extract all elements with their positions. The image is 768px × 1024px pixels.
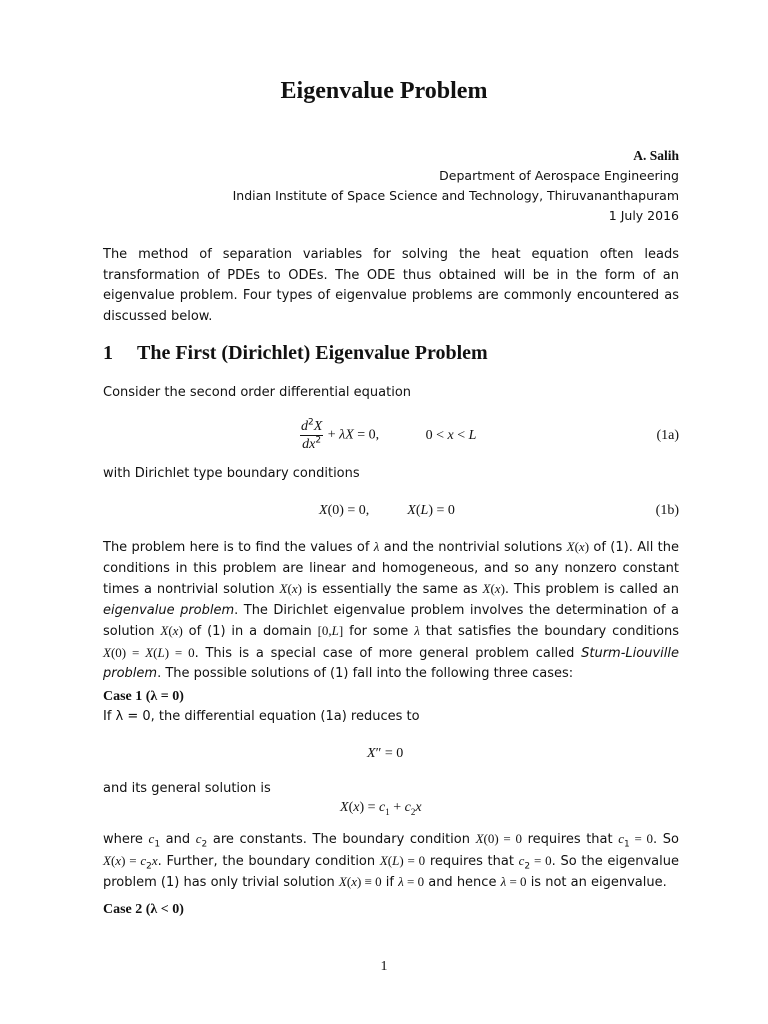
case1-line: If λ = 0, the differential equation (1a) reduces to [103,709,420,724]
equation-general-solution: $X(x) = c_1 + c_2x$ [340,800,422,817]
paper-title: Eigenvalue Problem [280,78,488,104]
equation-1a: $\frac{d^2X}{dx^2}$ + λX = 0, 0 < x < L [301,417,477,452]
author-block [233,146,679,226]
general-solution-text: and its general solution is [103,781,271,796]
case1-conclusion: where $c_1$ and $c_2$ are constants. The boundary condition X(0) = 0 requires that $c_1 = 0$. So $X(x) = c_2x$. Further, the boundary condition X(L) = 0 requires that $c_2 = 0$. So the eigenvalue problem (1) has only trivial solution X(x) ≡ 0 if λ = 0 and hence λ = 0 is not an eigenvalue. [103,831,679,890]
equation-1b-label: (1b) [655,503,679,518]
intro-paragraph: The method of separation variables for solving the heat equation often leads transformation of PDEs to ODEs. The ODE thus obtained will be in the form of an eigenvalue problem. Four types of eigenvalue problems are commonly encountered as discussed below. [103,247,679,324]
case1-heading: Case 1 (λ = 0) [103,689,184,704]
section-heading [103,342,488,365]
problem-paragraph: The problem here is to find the values of λ and the nontrivial solutions X(x) of (1). All the conditions in this problem are linear and homogeneous, and so any nonzero constant times a nontrivial solution X(x) is essentially the same as X(x). This problem is called an eigenvalue problem. The Dirichlet eigenvalue problem involves the determination of a solution X(x) of (1) in a domain [0,L] for some λ that satisfies the boundary conditions X(0) = X(L) = 0. This is a special case of more general problem called Sturm-Liouville problem. The possible solutions of (1) fall into the following three cases: [103,539,680,681]
page-number: 1 [380,959,388,974]
section-number: 1 [103,342,113,364]
equation-1a-label: (1a) [656,428,679,443]
author-institute: Indian Institute of Space Science and Technology, Thiruvananthapuram [232,188,679,203]
author-date: 1 July 2016 [608,208,679,223]
consider-text: Consider the second order differential equation [103,385,412,400]
case2-heading: Case 2 (λ < 0) [103,902,184,917]
equation-second-derivative: X″ = 0 [367,746,404,761]
author-department: Department of Aerospace Engineering [439,168,679,183]
boundary-conditions-text: with Dirichlet type boundary conditions [103,466,360,481]
author-name: A. Salih [633,148,679,163]
equation-1b: X(0) = 0, X(L) = 0 [319,503,455,518]
section-title: The First (Dirichlet) Eigenvalue Problem [137,342,488,364]
